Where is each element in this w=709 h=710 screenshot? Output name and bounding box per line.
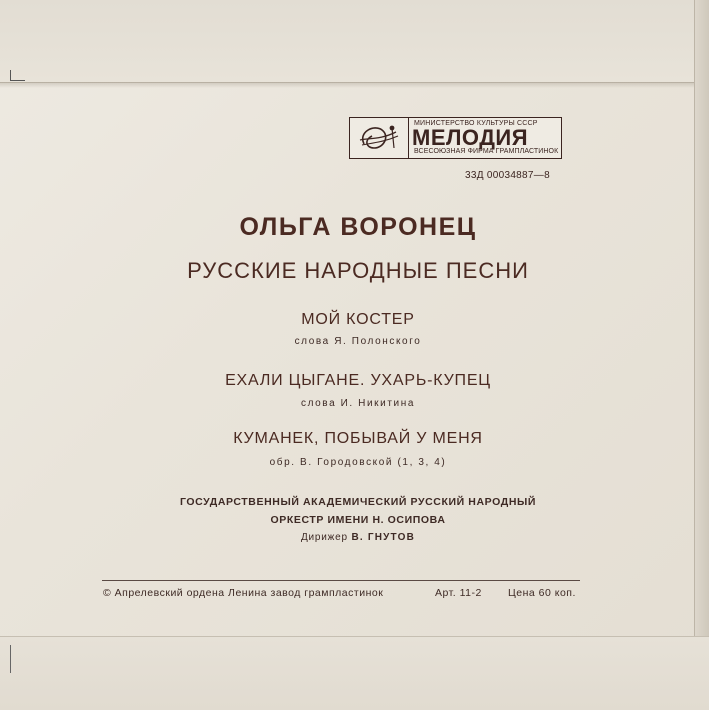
top-flap bbox=[0, 0, 709, 83]
collection-title: РУССКИЕ НАРОДНЫЕ ПЕСНИ bbox=[187, 258, 529, 283]
article-number: Арт. 11-2 bbox=[435, 587, 482, 599]
song-credit: слова И. Никитина bbox=[300, 398, 415, 409]
conductor-name: В. ГНУТОВ bbox=[351, 532, 416, 543]
bottom-flap bbox=[0, 636, 709, 710]
artist-name: ОЛЬГА ВОРОНЕЦ bbox=[239, 213, 477, 241]
orchestra-line-2: ОРКЕСТР ИМЕНИ Н. ОСИПОВА bbox=[270, 514, 446, 526]
footer bbox=[103, 587, 576, 599]
melodiya-emblem-icon bbox=[350, 118, 409, 158]
conductor-line bbox=[0, 532, 709, 543]
song-title: ЕХАЛИ ЦЫГАНЕ. УХАРЬ-КУПЕЦ bbox=[225, 372, 491, 389]
logo-brand-text: МЕЛОДИЯ bbox=[412, 125, 529, 150]
catalog-number: 33Д 00034887—8 bbox=[465, 170, 550, 181]
song-credit: обр. В. Городовской (1, 3, 4) bbox=[269, 457, 447, 468]
crop-mark bbox=[10, 70, 25, 81]
orchestra-line-1: ГОСУДАРСТВЕННЫЙ АКАДЕМИЧЕСКИЙ РУССКИЙ НАРОДНЫЙ bbox=[179, 496, 537, 508]
crop-mark-bottom bbox=[10, 645, 11, 673]
song-credit: слова Я. Полонского bbox=[294, 336, 422, 347]
top-flap-shadow bbox=[0, 82, 709, 88]
manufacturer-text: © Апрелевский ордена Ленина завод грампластинок bbox=[103, 587, 384, 599]
logo-ministry-text: МИНИСТЕРСТВО КУЛЬТУРЫ СССР bbox=[414, 120, 538, 127]
right-edge bbox=[694, 0, 709, 709]
price-text: Цена 60 коп. bbox=[508, 587, 576, 599]
footer-divider bbox=[102, 580, 580, 581]
song-title: МОЙ КОСТЕР bbox=[301, 311, 415, 328]
conductor-label: Дирижер bbox=[300, 532, 348, 543]
melodiya-logo bbox=[349, 117, 562, 159]
logo-firm-text: ВСЕСОЮЗНАЯ ФИРМА ГРАМПЛАСТИНОК bbox=[414, 148, 559, 155]
song-title: КУМАНЕК, ПОБЫВАЙ У МЕНЯ bbox=[233, 430, 483, 447]
